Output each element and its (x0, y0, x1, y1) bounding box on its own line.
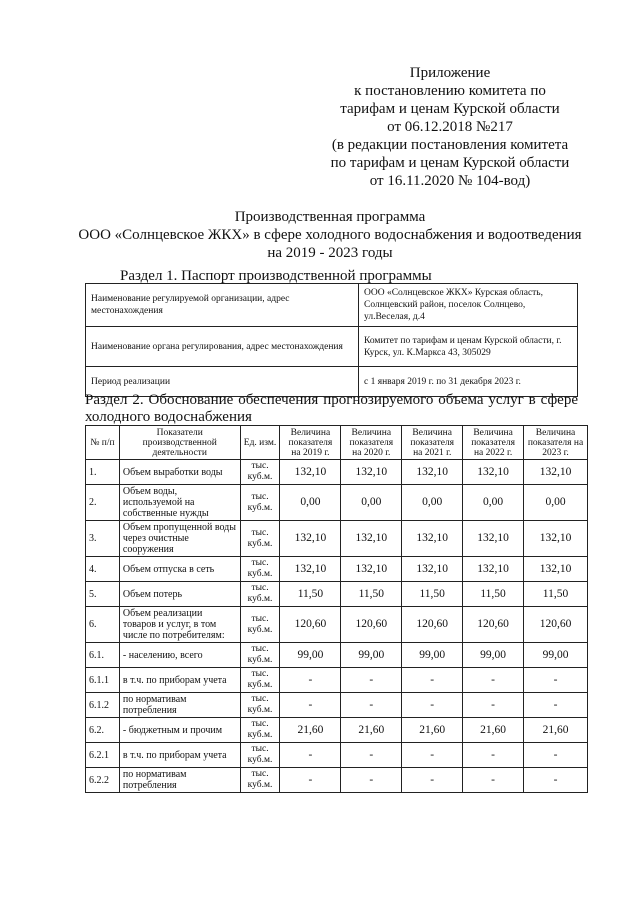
value-cell: 0,00 (341, 485, 402, 521)
appendix-block (300, 64, 600, 190)
value-cell: 132,10 (402, 460, 463, 485)
value-cell: - (463, 668, 524, 693)
value-cell: - (341, 743, 402, 768)
table-row (86, 607, 588, 643)
header-cell: Величина показателя на 2023 г. (524, 426, 588, 460)
value-cell: 132,10 (463, 460, 524, 485)
section2-heading: Раздел 2. Обоснование обеспечения прогнозируемого объема услуг в сфере холодного водоснабжения (85, 392, 578, 425)
value-cell: 11,50 (402, 582, 463, 607)
table-row (86, 668, 588, 693)
value-cell: 99,00 (341, 643, 402, 668)
doc-title: Производственная программа (234, 209, 426, 225)
passport-key: Наименование органа регулирования, адрес местонахождения (86, 327, 359, 367)
indicator-name: Объем воды, используемой на собственные нужды (119, 485, 240, 521)
value-cell: 99,00 (402, 643, 463, 668)
table-row (86, 582, 588, 607)
indicator-name: в т.ч. по приборам учета (119, 743, 240, 768)
value-cell: 132,10 (280, 557, 341, 582)
passport-table (85, 283, 578, 397)
value-cell: 21,60 (341, 718, 402, 743)
value-cell: 132,10 (341, 557, 402, 582)
value-cell: - (341, 768, 402, 793)
indicator-name: в т.ч. по приборам учета (119, 668, 240, 693)
value-cell: 120,60 (341, 607, 402, 643)
value-cell: - (524, 693, 588, 718)
header-cell: Величина показателя на 2020 г. (341, 426, 402, 460)
indicator-name: Объем выработки воды (119, 460, 240, 485)
indicator-name: Объем пропущенной воды через очистные сооружения (119, 521, 240, 557)
unit-cell: тыс. куб.м. (240, 485, 280, 521)
table-header-row (86, 426, 588, 460)
value-cell: 132,10 (402, 557, 463, 582)
value-cell: - (402, 693, 463, 718)
value-cell: - (280, 693, 341, 718)
passport-key: Наименование регулируемой организации, адрес местонахождения (86, 284, 359, 327)
doc-period: на 2019 - 2023 годы (267, 245, 393, 261)
indicator-name: по нормативам потребления (119, 693, 240, 718)
row-number: 6.1. (86, 643, 120, 668)
header-cell: № п/п (86, 426, 120, 460)
table-row (86, 521, 588, 557)
value-cell: 21,60 (463, 718, 524, 743)
value-cell: - (524, 743, 588, 768)
unit-cell: тыс. куб.м. (240, 607, 280, 643)
value-cell: 11,50 (524, 582, 588, 607)
passport-key: Период реализации (86, 367, 359, 397)
indicator-name: - бюджетным и прочим (119, 718, 240, 743)
unit-cell: тыс. куб.м. (240, 768, 280, 793)
row-number: 6.2.2 (86, 768, 120, 793)
value-cell: 132,10 (524, 557, 588, 582)
header-cell: Ед. изм. (240, 426, 280, 460)
value-cell: 132,10 (402, 521, 463, 557)
value-cell: - (280, 668, 341, 693)
appendix-line: Приложение (409, 65, 491, 81)
value-cell: - (402, 743, 463, 768)
unit-cell: тыс. куб.м. (240, 460, 280, 485)
value-cell: 132,10 (524, 460, 588, 485)
value-cell: - (402, 668, 463, 693)
value-cell: 132,10 (463, 521, 524, 557)
indicator-name: - населению, всего (119, 643, 240, 668)
appendix-line: по тарифам и ценам Курской области (330, 155, 570, 171)
row-number: 2. (86, 485, 120, 521)
value-cell: 0,00 (463, 485, 524, 521)
table-row (86, 557, 588, 582)
row-number: 6.2. (86, 718, 120, 743)
table-row (86, 743, 588, 768)
unit-cell: тыс. куб.м. (240, 643, 280, 668)
value-cell: 99,00 (280, 643, 341, 668)
volumes-table (85, 425, 588, 793)
passport-row (86, 327, 578, 367)
row-number: 6.2.1 (86, 743, 120, 768)
header-cell: Величина показателя на 2021 г. (402, 426, 463, 460)
passport-value: ООО «Солнцевское ЖКХ» Курская область, Солнцевский район, поселок Солнцево, ул.Веселая, д.4 (359, 284, 578, 327)
doc-subtitle: ООО «Солнцевское ЖКХ» в сфере холодного водоснабжения и водоотведения (78, 227, 582, 243)
header-cell: Показатели производственной деятельности (119, 426, 240, 460)
value-cell: 21,60 (524, 718, 588, 743)
value-cell: 0,00 (280, 485, 341, 521)
row-number: 5. (86, 582, 120, 607)
unit-cell: тыс. куб.м. (240, 557, 280, 582)
header-cell: Величина показателя на 2022 г. (463, 426, 524, 460)
value-cell: 99,00 (463, 643, 524, 668)
value-cell: - (524, 668, 588, 693)
value-cell: - (341, 668, 402, 693)
value-cell: - (402, 768, 463, 793)
table-row (86, 693, 588, 718)
value-cell: - (524, 768, 588, 793)
value-cell: - (280, 768, 341, 793)
value-cell: - (463, 768, 524, 793)
row-number: 6.1.2 (86, 693, 120, 718)
value-cell: 132,10 (341, 460, 402, 485)
unit-cell: тыс. куб.м. (240, 582, 280, 607)
value-cell: 21,60 (402, 718, 463, 743)
value-cell: 132,10 (341, 521, 402, 557)
row-number: 4. (86, 557, 120, 582)
value-cell: 132,10 (280, 521, 341, 557)
value-cell: 132,10 (280, 460, 341, 485)
value-cell: 120,60 (280, 607, 341, 643)
row-number: 3. (86, 521, 120, 557)
value-cell: 11,50 (463, 582, 524, 607)
value-cell: - (463, 693, 524, 718)
value-cell: 11,50 (341, 582, 402, 607)
value-cell: 21,60 (280, 718, 341, 743)
indicator-name: по нормативам потребления (119, 768, 240, 793)
row-number: 6.1.1 (86, 668, 120, 693)
value-cell: 120,60 (402, 607, 463, 643)
table-row (86, 643, 588, 668)
indicator-name: Объем реализации товаров и услуг, в том числе по потребителям: (119, 607, 240, 643)
header-cell: Величина показателя на 2019 г. (280, 426, 341, 460)
value-cell: 99,00 (524, 643, 588, 668)
row-number: 1. (86, 460, 120, 485)
indicator-name: Объем отпуска в сеть (119, 557, 240, 582)
appendix-line: от 06.12.2018 №217 (387, 119, 513, 135)
section1-heading: Раздел 1. Паспорт производственной программы (120, 268, 432, 284)
appendix-line: от 16.11.2020 № 104-вод) (369, 173, 531, 189)
table-row (86, 768, 588, 793)
table-row (86, 460, 588, 485)
table-row (86, 718, 588, 743)
unit-cell: тыс. куб.м. (240, 743, 280, 768)
value-cell: - (280, 743, 341, 768)
value-cell: - (463, 743, 524, 768)
value-cell: 120,60 (524, 607, 588, 643)
value-cell: 132,10 (524, 521, 588, 557)
unit-cell: тыс. куб.м. (240, 521, 280, 557)
table-row (86, 485, 588, 521)
unit-cell: тыс. куб.м. (240, 693, 280, 718)
unit-cell: тыс. куб.м. (240, 668, 280, 693)
value-cell: 120,60 (463, 607, 524, 643)
value-cell: 0,00 (524, 485, 588, 521)
appendix-line: (в редакции постановления комитета (331, 137, 569, 153)
passport-value: Комитет по тарифам и ценам Курской области, г. Курск, ул. К.Маркса 43, 305029 (359, 327, 578, 367)
value-cell: 132,10 (463, 557, 524, 582)
value-cell: 0,00 (402, 485, 463, 521)
unit-cell: тыс. куб.м. (240, 718, 280, 743)
value-cell: 11,50 (280, 582, 341, 607)
passport-value: с 1 января 2019 г. по 31 декабря 2023 г. (359, 367, 578, 397)
row-number: 6. (86, 607, 120, 643)
value-cell: - (341, 693, 402, 718)
appendix-line: к постановлению комитета по (354, 83, 546, 99)
indicator-name: Объем потерь (119, 582, 240, 607)
appendix-line: тарифам и ценам Курской области (340, 101, 560, 117)
passport-row (86, 284, 578, 327)
